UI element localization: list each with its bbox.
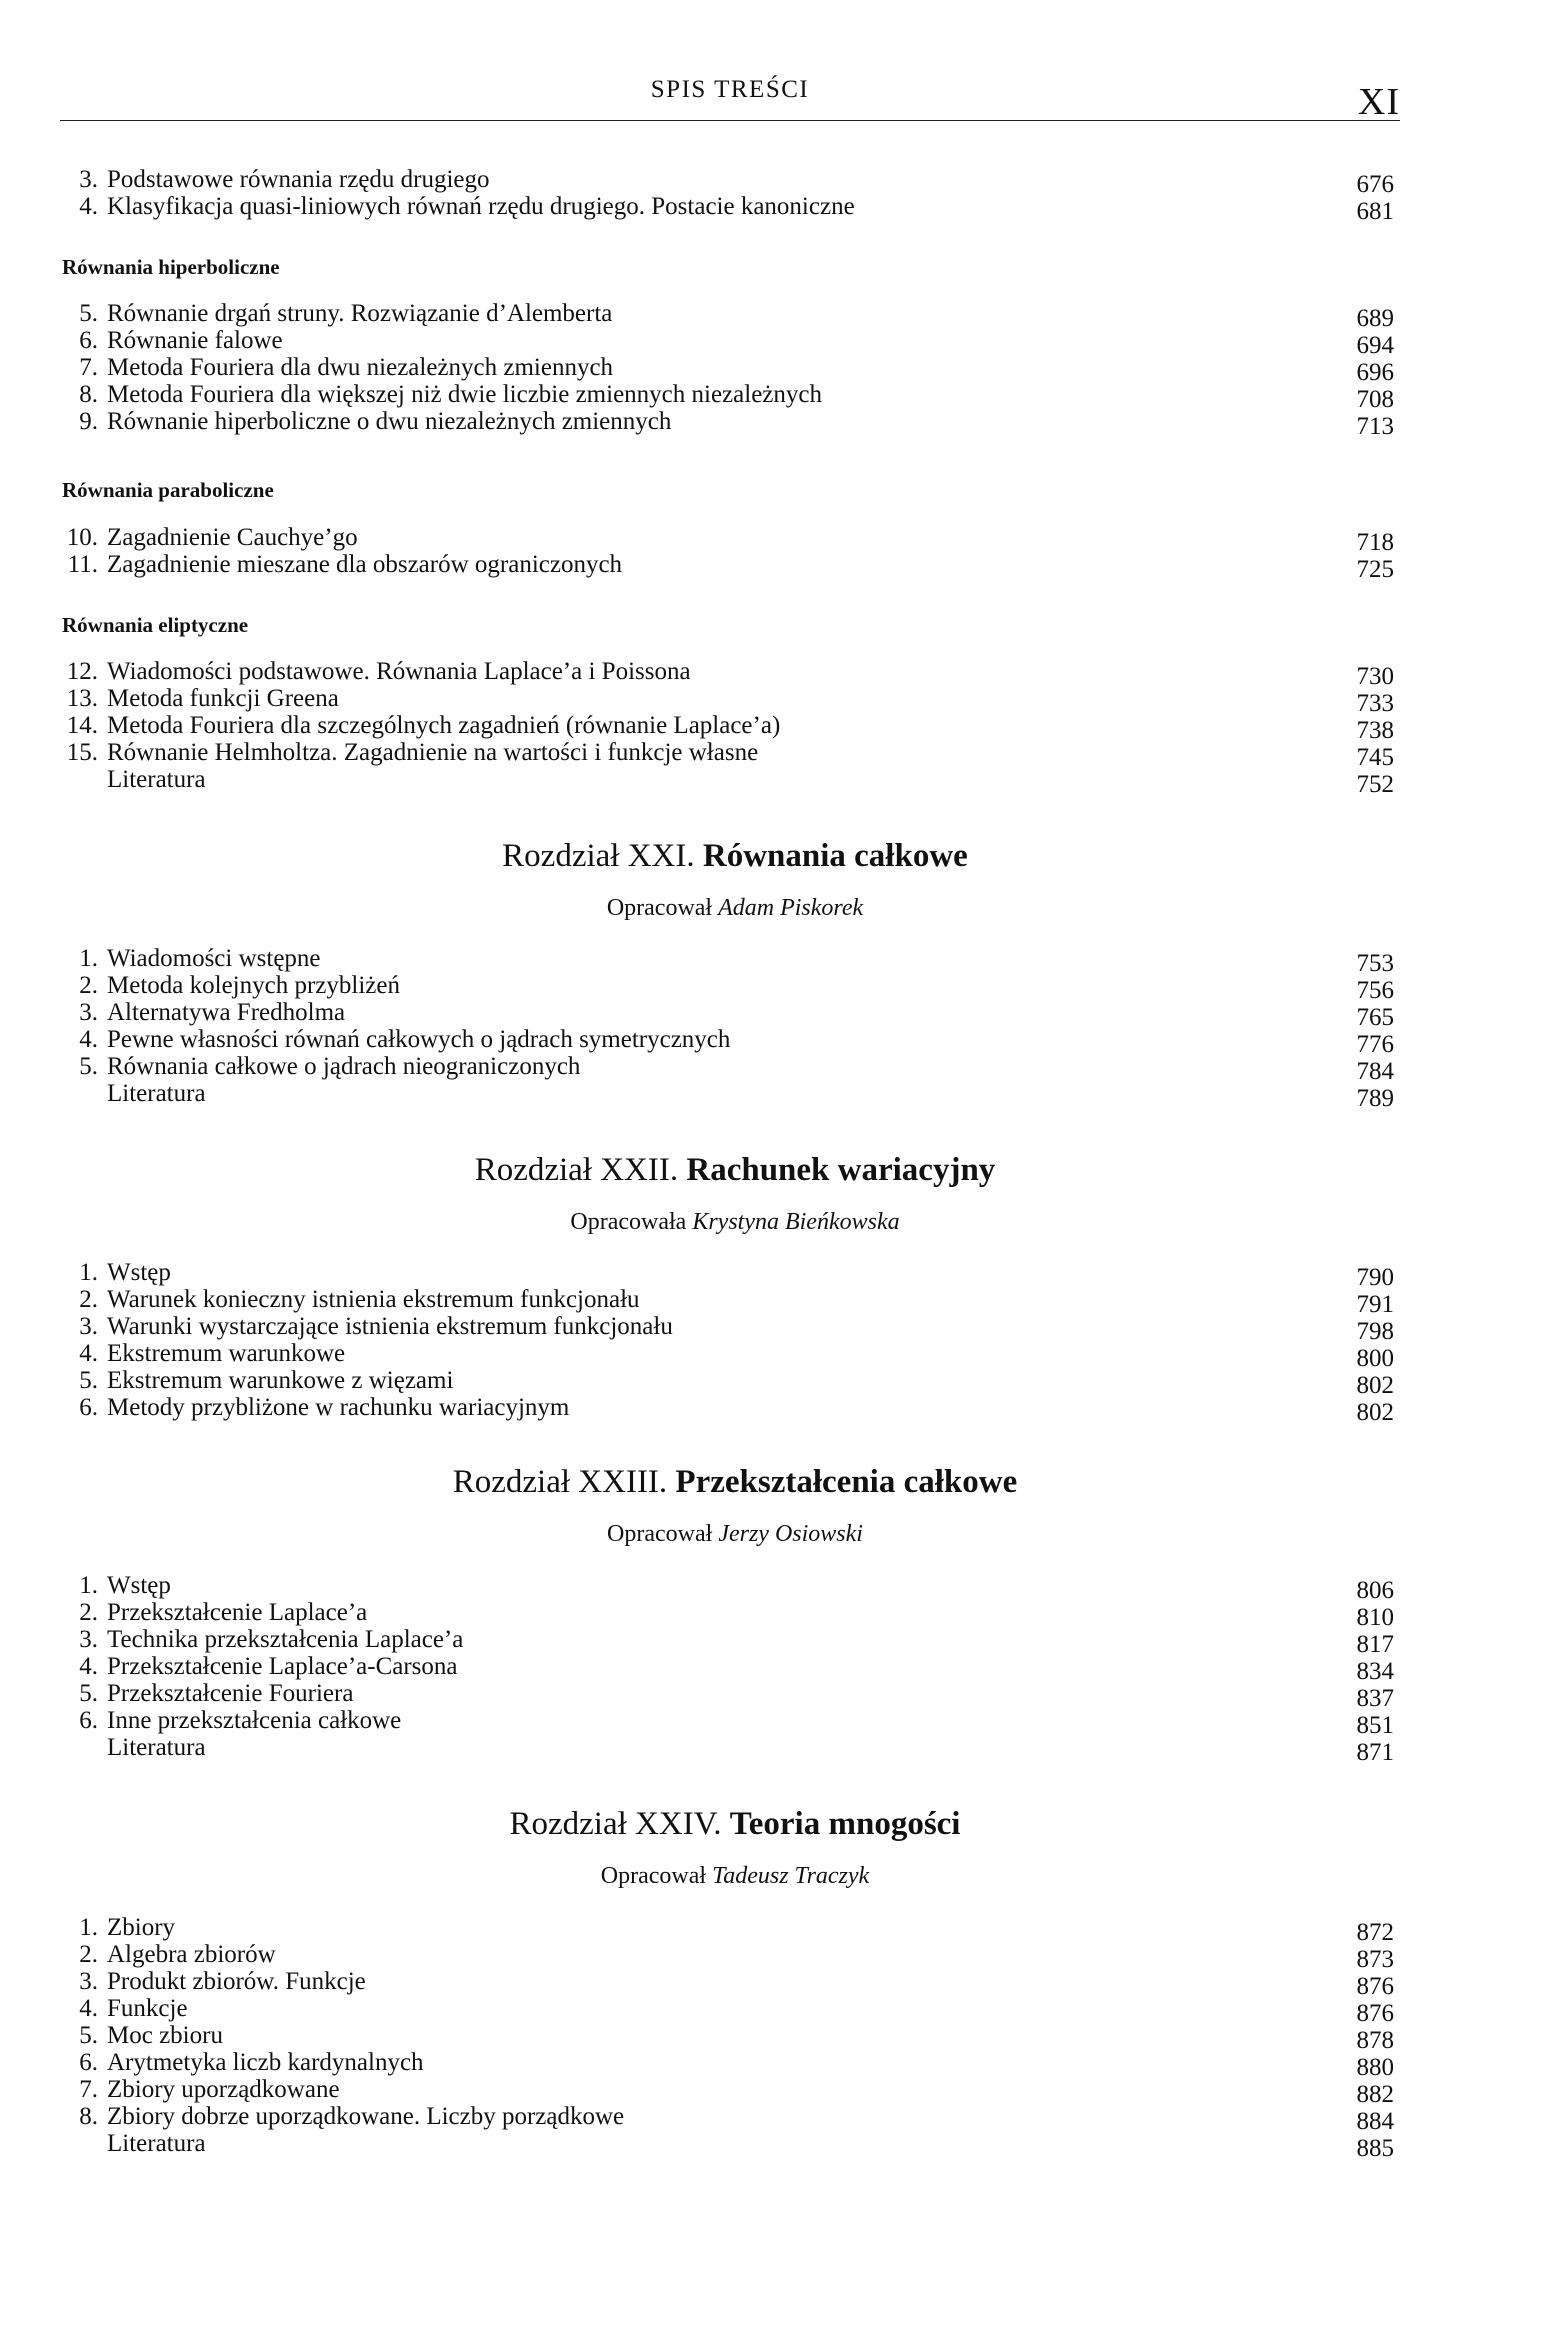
entry-number: 14. (66, 712, 98, 739)
entry-title: Równanie hiperboliczne o dwu niezależnych zmiennych (107, 408, 675, 436)
entry-title: Literatura (107, 1734, 210, 1762)
entry-title: Wstęp (107, 1259, 175, 1287)
entry-number: 7. (79, 2076, 98, 2103)
entry-number: 5. (79, 2022, 98, 2049)
entry-page: 790 (1356, 1264, 1394, 1291)
toc-entry (62, 1572, 1394, 1604)
entry-number: 11. (67, 551, 98, 578)
chapter-name: Teoria mnogości (729, 1806, 961, 1842)
toc-entry (62, 1680, 1394, 1712)
chapter-prefix: Rozdział XXIV. (509, 1806, 722, 1842)
entry-number: 4. (79, 1995, 98, 2022)
entry-title: Warunki wystarczające istnienia ekstremum funkcjonału (107, 1313, 677, 1341)
toc-entry (62, 354, 1394, 386)
toc-entry (62, 1080, 1394, 1112)
toc-entry (62, 1394, 1394, 1426)
toc-entry (62, 766, 1394, 798)
toc-entry (62, 2103, 1394, 2135)
entry-title: Równanie Helmholtza. Zagadnienie na wartości i funkcje własne (107, 739, 762, 767)
entry-page: 802 (1356, 1372, 1394, 1399)
entry-title: Metoda Fouriera dla dwu niezależnych zmiennych (107, 354, 617, 382)
toc-entry (62, 381, 1394, 413)
entry-number: 6. (79, 1394, 98, 1421)
entry-page: 878 (1356, 2027, 1394, 2054)
entry-number: 2. (79, 972, 98, 999)
author-label: Opracował (607, 1521, 713, 1547)
chapter-title (0, 1152, 1470, 1189)
entry-page: 800 (1356, 1345, 1394, 1372)
entry-number: 1. (79, 1572, 98, 1599)
entry-number: 13. (66, 685, 98, 712)
chapter-prefix: Rozdział XXI. (502, 838, 695, 874)
entry-page: 718 (1356, 529, 1394, 556)
entry-number: 5. (79, 1053, 98, 1080)
entry-number: 8. (79, 381, 98, 408)
entry-page: 694 (1356, 332, 1394, 359)
toc-entry (62, 408, 1394, 440)
entry-number: 3. (79, 999, 98, 1026)
entry-title: Wiadomości podstawowe. Równania Laplace’a i Poissona (107, 658, 695, 686)
entry-page: 765 (1356, 1004, 1394, 1031)
entry-number: 3. (79, 1968, 98, 1995)
entry-number: 5. (79, 300, 98, 327)
toc-entry (62, 1026, 1394, 1058)
entry-number: 4. (79, 1340, 98, 1367)
toc-entry (62, 1968, 1394, 2000)
toc-entry (62, 1941, 1394, 1973)
toc-entry (62, 685, 1394, 717)
entry-title: Ekstremum warunkowe (107, 1340, 349, 1368)
entry-page: 802 (1356, 1399, 1394, 1426)
entry-page: 885 (1356, 2135, 1394, 2162)
chapter-name: Równania całkowe (702, 838, 968, 874)
toc-entry (62, 945, 1394, 977)
entry-page: 798 (1356, 1318, 1394, 1345)
entry-page: 873 (1356, 1946, 1394, 1973)
toc-entry (62, 166, 1394, 198)
entry-number: 6. (79, 2049, 98, 2076)
entry-title: Warunek konieczny istnienia ekstremum funkcjonału (107, 1286, 644, 1314)
entry-title: Wstęp (107, 1572, 175, 1600)
entry-title: Produkt zbiorów. Funkcje (107, 1968, 370, 1996)
entry-page: 708 (1356, 386, 1394, 413)
entry-title: Zagadnienie mieszane dla obszarów ograniczonych (107, 551, 626, 579)
entry-title: Równanie drgań struny. Rozwiązanie d’Alemberta (107, 300, 616, 328)
entry-title: Metoda funkcji Greena (107, 685, 343, 713)
toc-entry (62, 524, 1394, 556)
section-heading: Równania hiperboliczne (62, 255, 280, 279)
toc-entry (62, 300, 1394, 332)
entry-title: Podstawowe równania rzędu drugiego (107, 166, 494, 194)
entry-title: Inne przekształcenia całkowe (107, 1707, 405, 1735)
author-name: Krystyna Bieńkowska (692, 1209, 900, 1235)
chapter-prefix: Rozdział XXIII. (452, 1464, 668, 1500)
entry-page: 882 (1356, 2081, 1394, 2108)
toc-entry (62, 999, 1394, 1031)
entry-page: 784 (1356, 1058, 1394, 1085)
author-label: Opracował (606, 895, 713, 921)
entry-title: Zbiory uporządkowane (107, 2076, 344, 2104)
entry-number: 6. (79, 1707, 98, 1734)
entry-title: Ekstremum warunkowe z więzami (107, 1367, 457, 1395)
entry-number: 2. (79, 1286, 98, 1313)
entry-title: Technika przekształcenia Laplace’a (107, 1626, 467, 1654)
entry-number: 5. (79, 1680, 98, 1707)
entry-page: 810 (1356, 1604, 1394, 1631)
author-label: Opracowała (570, 1209, 687, 1235)
entry-title: Arytmetyka liczb kardynalnych (107, 2049, 428, 2077)
entry-number: 1. (79, 1914, 98, 1941)
entry-number: 8. (79, 2103, 98, 2130)
page-number: XI (1357, 81, 1400, 123)
entry-title: Zbiory (107, 1914, 179, 1942)
entry-title: Literatura (107, 766, 210, 794)
entry-page: 871 (1356, 1739, 1394, 1766)
entry-page: 876 (1356, 2000, 1394, 2027)
toc-entry (62, 1707, 1394, 1739)
entry-page: 753 (1356, 950, 1394, 977)
entry-title: Przekształcenie Laplace’a-Carsona (107, 1653, 462, 1681)
entry-page: 745 (1356, 744, 1394, 771)
entry-number: 1. (79, 945, 98, 972)
entry-number: 7. (79, 354, 98, 381)
entry-page: 872 (1356, 1919, 1394, 1946)
toc-entry (62, 327, 1394, 359)
author-name: Jerzy Osiowski (718, 1521, 863, 1547)
entry-page: 834 (1356, 1658, 1394, 1685)
toc-entry (62, 1995, 1394, 2027)
chapter-title (0, 1464, 1470, 1501)
toc-entry (62, 1313, 1394, 1345)
entry-page: 681 (1356, 198, 1394, 225)
toc-entry (62, 2049, 1394, 2081)
entry-number: 3. (79, 1626, 98, 1653)
entry-page: 806 (1356, 1577, 1394, 1604)
entry-page: 789 (1356, 1085, 1394, 1112)
toc-entry (62, 1340, 1394, 1372)
entry-title: Wiadomości wstępne (107, 945, 325, 973)
chapter-name: Rachunek wariacyjny (686, 1152, 996, 1188)
entry-title: Równania całkowe o jądrach nieograniczonych (107, 1053, 584, 1081)
entry-number: 1. (79, 1259, 98, 1286)
section-heading: Równania paraboliczne (62, 478, 274, 502)
entry-title: Metoda kolejnych przybliżeń (107, 972, 404, 1000)
entry-title: Metody przybliżone w rachunku wariacyjnym (107, 1394, 573, 1422)
chapter-author (0, 1521, 1470, 1548)
entry-number: 2. (79, 1941, 98, 1968)
running-header (60, 60, 1400, 130)
entry-number: 6. (79, 327, 98, 354)
entry-title: Przekształcenie Fouriera (107, 1680, 357, 1708)
entry-page: 752 (1356, 771, 1394, 798)
toc-entry (62, 658, 1394, 690)
chapter-prefix: Rozdział XXII. (474, 1152, 679, 1188)
entry-page: 791 (1356, 1291, 1394, 1318)
entry-number: 3. (79, 1313, 98, 1340)
entry-title: Literatura (107, 2130, 210, 2158)
toc-entry (62, 712, 1394, 744)
entry-page: 725 (1356, 556, 1394, 583)
toc-entry (62, 1367, 1394, 1399)
author-name: Tadeusz Traczyk (712, 1863, 870, 1889)
toc-entry (62, 1599, 1394, 1631)
entry-title: Klasyfikacja quasi-liniowych równań rzędu drugiego. Postacie kanoniczne (107, 193, 859, 221)
entry-title: Przekształcenie Laplace’a (107, 1599, 371, 1627)
entry-title: Funkcje (107, 1995, 192, 2023)
toc-entry (62, 1653, 1394, 1685)
entry-page: 738 (1356, 717, 1394, 744)
toc-entry (62, 1734, 1394, 1766)
entry-page: 689 (1356, 305, 1394, 332)
entry-page: 713 (1356, 413, 1394, 440)
entry-number: 12. (66, 658, 98, 685)
chapter-author (0, 1863, 1470, 1890)
author-name: Adam Piskorek (718, 895, 864, 921)
toc-entry (62, 1286, 1394, 1318)
header-rule (60, 120, 1400, 121)
entry-title: Moc zbioru (107, 2022, 227, 2050)
entry-title: Zagadnienie Cauchye’go (107, 524, 362, 552)
toc-entry (62, 2022, 1394, 2054)
entry-page: 837 (1356, 1685, 1394, 1712)
entry-title: Metoda Fouriera dla większej niż dwie liczbie zmiennych niezależnych (107, 381, 826, 409)
author-label: Opracował (600, 1863, 707, 1889)
toc-entry (62, 1259, 1394, 1291)
entry-page: 817 (1356, 1631, 1394, 1658)
entry-title: Literatura (107, 1080, 210, 1108)
entry-page: 696 (1356, 359, 1394, 386)
entry-page: 730 (1356, 663, 1394, 690)
entry-number: 10. (66, 524, 98, 551)
entry-number: 4. (79, 1653, 98, 1680)
toc-entry (62, 551, 1394, 583)
entry-page: 676 (1356, 171, 1394, 198)
toc-entry (62, 2130, 1394, 2162)
toc-entry (62, 739, 1394, 771)
chapter-name: Przekształcenia całkowe (675, 1464, 1018, 1500)
entry-page: 733 (1356, 690, 1394, 717)
toc-entry (62, 2076, 1394, 2108)
entry-number: 3. (79, 166, 98, 193)
section-heading: Równania eliptyczne (62, 613, 249, 637)
entry-number: 5. (79, 1367, 98, 1394)
entry-number: 2. (79, 1599, 98, 1626)
entry-number: 9. (79, 408, 98, 435)
entry-page: 884 (1356, 2108, 1394, 2135)
toc-entry (62, 1914, 1394, 1946)
chapter-title (0, 1806, 1470, 1843)
entry-number: 4. (79, 193, 98, 220)
toc-entry (62, 972, 1394, 1004)
entry-page: 756 (1356, 977, 1394, 1004)
entry-title: Algebra zbiorów (107, 1941, 280, 1969)
entry-title: Zbiory dobrze uporządkowane. Liczby porządkowe (107, 2103, 628, 2131)
toc-entry (62, 193, 1394, 225)
entry-title: Alternatywa Fredholma (107, 999, 349, 1027)
chapter-title (0, 838, 1470, 875)
toc-entry (62, 1626, 1394, 1658)
chapter-author (0, 895, 1470, 922)
entry-page: 851 (1356, 1712, 1394, 1739)
toc-entry (62, 1053, 1394, 1085)
entry-title: Równanie falowe (107, 327, 287, 355)
entry-page: 880 (1356, 2054, 1394, 2081)
entry-page: 876 (1356, 1973, 1394, 2000)
entry-number: 4. (79, 1026, 98, 1053)
entry-page: 776 (1356, 1031, 1394, 1058)
entry-title: Pewne własności równań całkowych o jądrach symetrycznych (107, 1026, 734, 1054)
entry-title: Metoda Fouriera dla szczególnych zagadnień (równanie Laplace’a) (107, 712, 784, 740)
running-title: SPIS TREŚCI (650, 76, 810, 103)
entry-number: 15. (66, 739, 98, 766)
chapter-author (0, 1209, 1470, 1236)
